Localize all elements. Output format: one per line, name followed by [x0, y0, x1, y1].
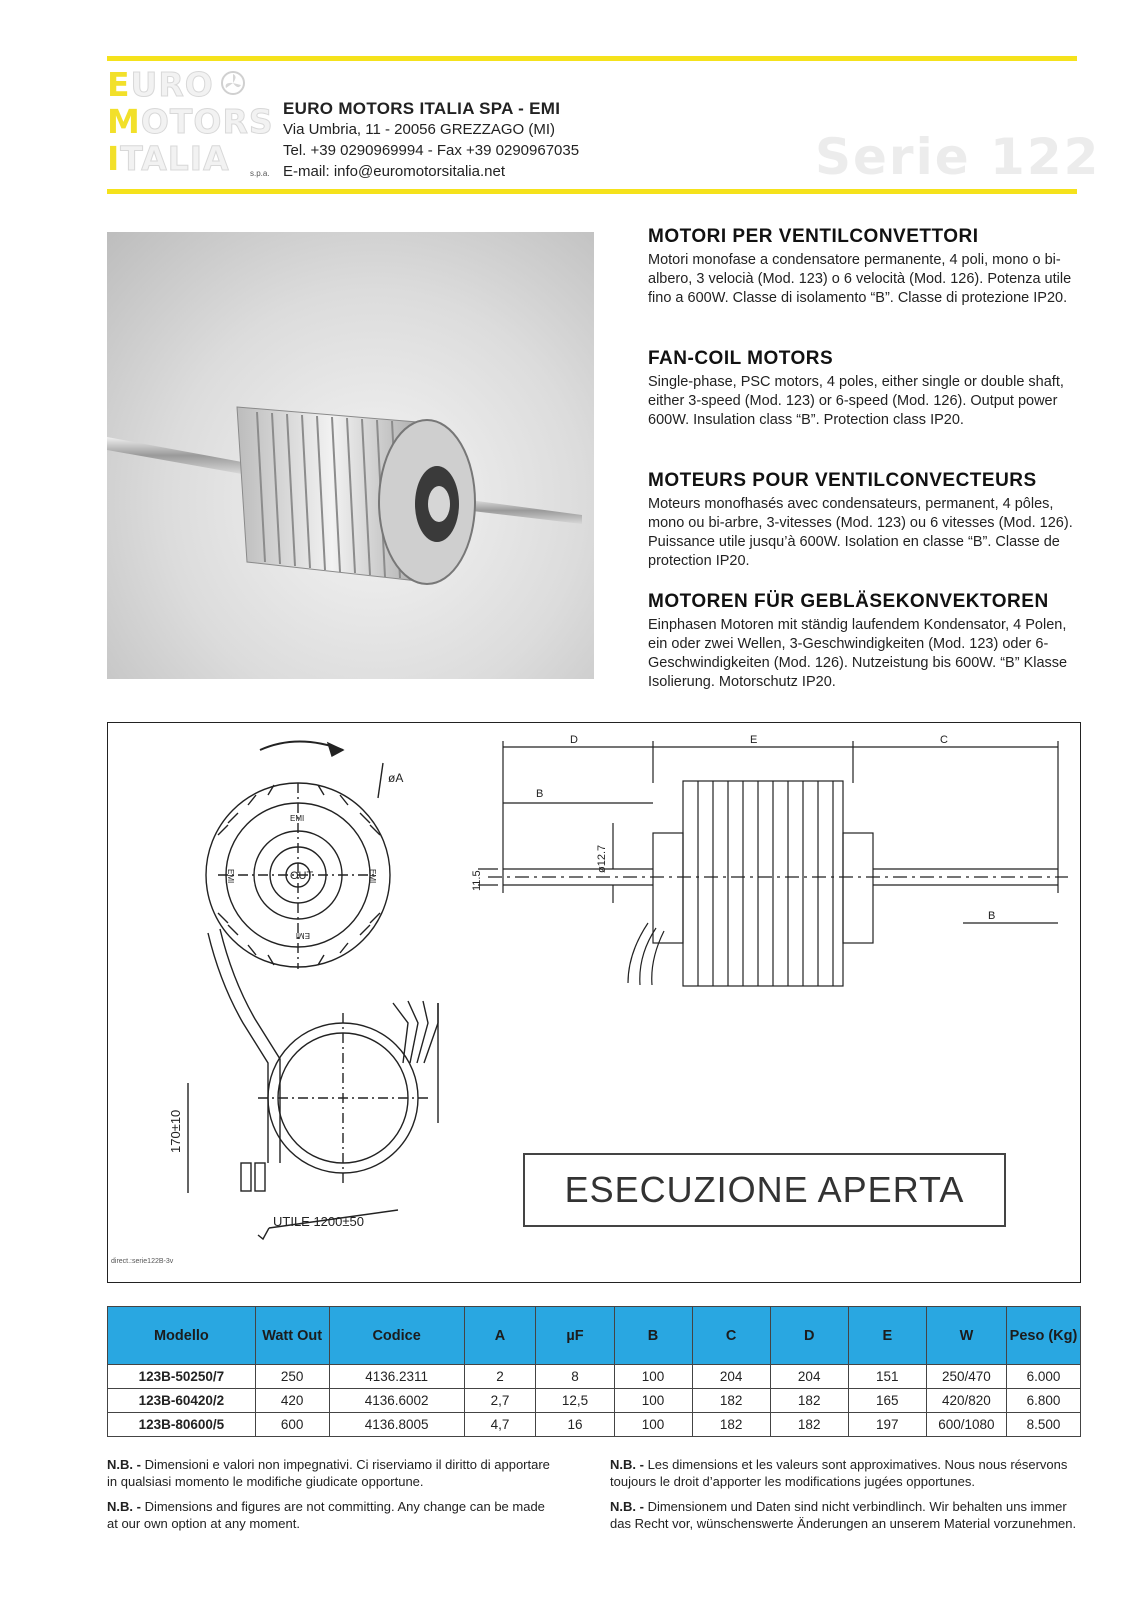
description-it-body: Motori monofase a condensatore permanente, 4 poli, mono o bi-albero, 3 velocià (Mod. 123) o 6 velocità (Mod. 126). Potenza utile fino a 600W. Classe di isolamento “B”. Classe di protezione IP20. — [648, 252, 1072, 306]
label-e: E — [750, 734, 758, 746]
description-de-body: Einphasen Motoren mit ständig laufendem Kondensator, 4 Polen, ein oder zwei Wellen, 3-Geschwindigkeiten (Mod. 123) oder 6-Geschwindigkeiten (Mod. 126). Nutzeistung bis 600W. “B” Klasse Isolierung. Motorschutz IP20. — [648, 617, 1068, 690]
description-de — [648, 591, 1078, 692]
description-fr — [648, 470, 1078, 571]
cell-c: 204 — [692, 1365, 770, 1389]
table-row — [108, 1413, 1081, 1437]
note-en — [107, 1498, 552, 1532]
description-it-title: MOTORI PER VENTILCONVETTORI — [648, 226, 979, 247]
table-header-row — [108, 1307, 1081, 1365]
note-it — [107, 1456, 552, 1490]
cell-w: 420/820 — [926, 1389, 1006, 1413]
cell-e: 197 — [848, 1413, 926, 1437]
specification-table — [107, 1306, 1081, 1437]
cell-peso: 6.800 — [1007, 1389, 1081, 1413]
cell-d: 204 — [770, 1365, 848, 1389]
note-fr — [610, 1456, 1080, 1490]
side-view — [478, 741, 1068, 986]
logo-suffix: s.p.a. — [250, 169, 270, 178]
cell-a: 4,7 — [464, 1413, 536, 1437]
note-en-text: Dimensions and figures are not committing. Any change can be made at our own option at any moment. — [107, 1499, 545, 1531]
label-out: OUT — [290, 870, 314, 882]
cell-uf: 8 — [536, 1365, 614, 1389]
company-phone: Tel. +39 0290969994 - Fax +39 0290967035 — [283, 142, 580, 159]
label-d: D — [570, 734, 578, 746]
label-emi-3: EMI — [368, 869, 377, 884]
front-view — [188, 742, 438, 1240]
table-row — [108, 1365, 1081, 1389]
technical-drawing — [107, 722, 1081, 1283]
description-it — [648, 226, 1078, 308]
cell-w: 250/470 — [926, 1365, 1006, 1389]
cell-codice: 4136.6002 — [329, 1389, 464, 1413]
cell-uf: 12,5 — [536, 1389, 614, 1413]
label-170: 170±10 — [168, 1109, 183, 1153]
description-fr-body: Moteurs monofhasés avec condensateurs, permanent, 4 pôles, mono ou bi-arbre, 3-vitesses (Mod. 123) ou 6 vitesses (Mod. 126). Puissance utile jusqu’à 600W. Isolation en classe “B”. Classe de protection IP20. — [648, 496, 1073, 569]
note-de-text: Dimensionem und Daten sind nicht verbindlinch. Wir behalten uns immer das Recht vor, wünschenswerte Änderungen an unserem Material vorzunehmen. — [610, 1499, 1077, 1531]
header-uf: µF — [536, 1307, 614, 1365]
header-rule-top — [107, 56, 1077, 61]
cell-a: 2,7 — [464, 1389, 536, 1413]
note-it-text: Dimensioni e valori non impegnativi. Ci riserviamo il diritto di apportare in qualsiasi momento le modifiche giudicate opportune. — [107, 1457, 550, 1489]
cell-watt: 250 — [255, 1365, 329, 1389]
cell-c: 182 — [692, 1389, 770, 1413]
header-b: B — [614, 1307, 692, 1365]
label-11-5: 11.5 — [471, 870, 483, 891]
cell-watt: 600 — [255, 1413, 329, 1437]
header-codice: Codice — [329, 1307, 464, 1365]
company-email: E-mail: info@euromotorsitalia.net — [283, 163, 505, 180]
logo-line-1: EURO — [107, 65, 214, 104]
table-row — [108, 1389, 1081, 1413]
header-e: E — [848, 1307, 926, 1365]
header-rule-bottom — [107, 189, 1077, 194]
cell-codice: 4136.2311 — [329, 1365, 464, 1389]
notes-right — [610, 1456, 1080, 1540]
company-name: EURO MOTORS ITALIA SPA - EMI — [283, 99, 561, 118]
label-emi-1: EMI — [290, 814, 305, 823]
cell-model: 123B-60420/2 — [108, 1389, 256, 1413]
logo-line-3: ITALIA — [107, 139, 230, 178]
cell-codice: 4136.8005 — [329, 1413, 464, 1437]
note-label: N.B. - — [610, 1457, 644, 1472]
drawing-reference: direct.:serie122B-3v — [111, 1258, 174, 1265]
note-fr-text: Les dimensions et les valeurs sont approximatives. Nous nous réservons toujours le droit d’apporter les modifications jugées opportunes. — [610, 1457, 1068, 1489]
cell-model: 123B-80600/5 — [108, 1413, 256, 1437]
cell-b: 100 — [614, 1365, 692, 1389]
company-address: Via Umbria, 11 - 20056 GREZZAGO (MI) — [283, 121, 556, 138]
cell-e: 165 — [848, 1389, 926, 1413]
logo-line-2: MOTORS — [107, 102, 274, 141]
header-modello: Modello — [108, 1307, 256, 1365]
cell-watt: 420 — [255, 1389, 329, 1413]
description-fr-title: MOTEURS POUR VENTILCONVECTEURS — [648, 470, 1037, 491]
fan-icon — [220, 70, 246, 96]
label-emi-2: EMI — [226, 869, 235, 884]
description-en-body: Single-phase, PSC motors, 4 poles, either single or double shaft, either 3-speed (Mod. 123) or 6-speed (Mod. 126). Output power 600W. Insulation class “B”. Protection class IP20. — [648, 374, 1064, 428]
header-d: D — [770, 1307, 848, 1365]
cell-model: 123B-50250/7 — [108, 1365, 256, 1389]
description-en — [648, 348, 1078, 430]
notes-left — [107, 1456, 552, 1540]
cell-d: 182 — [770, 1389, 848, 1413]
execution-title: ESECUZIONE APERTA — [523, 1153, 1006, 1227]
header-c: C — [692, 1307, 770, 1365]
header-peso: Peso (Kg) — [1007, 1307, 1081, 1365]
cell-uf: 16 — [536, 1413, 614, 1437]
label-phi-a: øA — [388, 771, 404, 785]
label-b-2: B — [988, 910, 996, 922]
note-label: N.B. - — [610, 1499, 644, 1514]
header-w: W — [926, 1307, 1006, 1365]
header-a: A — [464, 1307, 536, 1365]
note-label: N.B. - — [107, 1457, 141, 1472]
description-en-title: FAN-COIL MOTORS — [648, 348, 834, 369]
cell-b: 100 — [614, 1413, 692, 1437]
label-phi-12-7: ø12.7 — [596, 844, 608, 873]
cell-d: 182 — [770, 1413, 848, 1437]
cell-b: 100 — [614, 1389, 692, 1413]
label-b-1: B — [536, 788, 544, 800]
description-de-title: MOTOREN FÜR GEBLÄSEKONVEKTOREN — [648, 591, 1049, 612]
motor-photo — [107, 232, 594, 679]
note-label: N.B. - — [107, 1499, 141, 1514]
cell-peso: 6.000 — [1007, 1365, 1081, 1389]
cell-e: 151 — [848, 1365, 926, 1389]
series-title: Serie 122 — [815, 128, 1101, 186]
note-de — [610, 1498, 1080, 1532]
company-logo — [107, 65, 274, 182]
label-utile: UTILE 1200±50 — [273, 1214, 364, 1229]
cell-w: 600/1080 — [926, 1413, 1006, 1437]
header-watt-out: Watt Out — [255, 1307, 329, 1365]
label-emi-4: EMI — [295, 931, 310, 940]
label-c: C — [940, 734, 948, 746]
company-info — [283, 98, 579, 182]
cell-peso: 8.500 — [1007, 1413, 1081, 1437]
cell-c: 182 — [692, 1413, 770, 1437]
cell-a: 2 — [464, 1365, 536, 1389]
